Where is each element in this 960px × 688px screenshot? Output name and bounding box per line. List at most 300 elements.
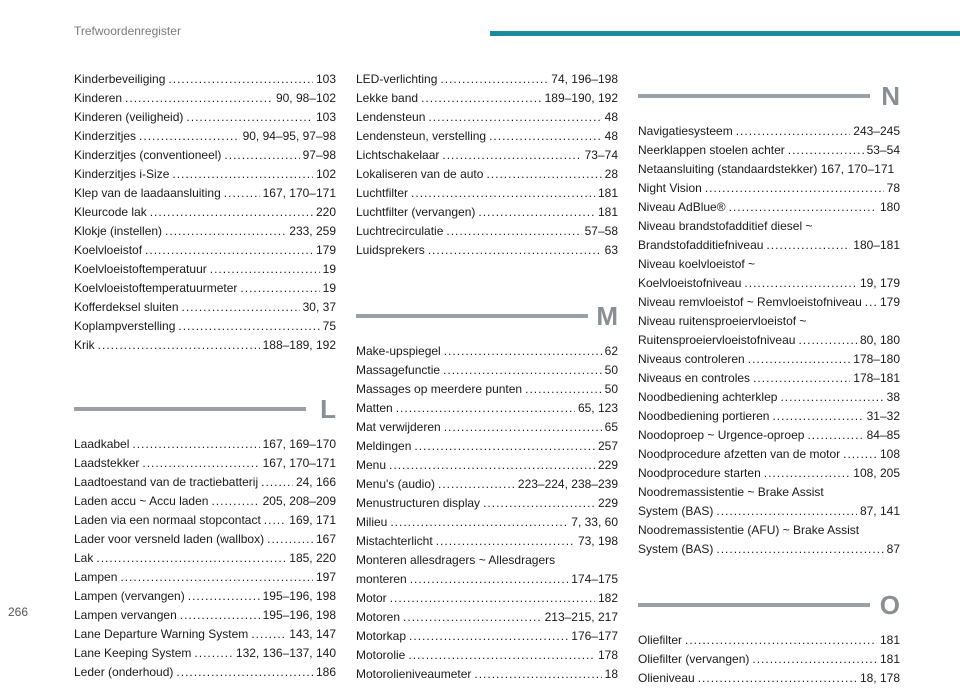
index-page-refs: 84–85 — [866, 428, 900, 442]
index-entry — [638, 407, 900, 426]
dot-leader — [764, 464, 851, 483]
entry-group — [356, 570, 618, 684]
index-entry — [638, 179, 900, 198]
index-entry — [638, 369, 900, 388]
dot-leader — [176, 663, 313, 682]
dot-leader — [251, 625, 286, 644]
dot-leader — [444, 342, 602, 361]
dot-leader — [716, 540, 883, 559]
dot-leader — [729, 198, 877, 217]
index-page-refs: 169, 171 — [289, 513, 336, 527]
index-entry — [638, 293, 900, 312]
index-term: Noodprocedure starten — [638, 466, 761, 480]
index-term: Laden accu ~ Accu laden — [74, 494, 209, 508]
section-header-m — [356, 286, 618, 332]
dot-leader — [240, 279, 319, 298]
dot-leader — [486, 165, 601, 184]
dot-leader — [744, 274, 857, 293]
index-entry — [356, 146, 618, 165]
index-entry — [356, 437, 618, 456]
entry-group — [638, 122, 900, 160]
index-entry — [74, 530, 336, 549]
section-header-o — [638, 575, 900, 621]
index-term: Kinderzitjes i-Size — [74, 167, 170, 181]
index-entry-text: Niveau ruitensproeiervloeistof ~ — [638, 314, 807, 328]
dot-leader — [168, 70, 313, 89]
index-term: Koplampverstelling — [74, 319, 176, 333]
index-term: Ruitensproeiervloeistofniveau — [638, 333, 796, 347]
index-page-refs: 182 — [597, 591, 618, 605]
index-entry — [74, 606, 336, 625]
dot-leader — [780, 388, 883, 407]
index-term: Koelvloeistoftemperatuur — [74, 262, 207, 276]
dot-leader — [865, 293, 877, 312]
dot-leader — [224, 146, 299, 165]
index-term: Oliefilter — [638, 633, 683, 647]
index-entry-text: Monteren allesdragers ~ Allesdragers — [356, 553, 556, 567]
index-page-refs: 90, 98–102 — [275, 91, 336, 105]
index-page-refs: 181 — [597, 186, 618, 200]
index-page-refs: 167 — [315, 532, 336, 546]
index-entry — [74, 625, 336, 644]
dot-leader — [444, 418, 602, 437]
index-entry — [74, 89, 336, 108]
index-page-refs: 132, 136–137, 140 — [235, 646, 336, 660]
dot-leader — [396, 399, 575, 418]
dot-leader — [428, 241, 602, 260]
dot-leader — [165, 222, 286, 241]
dot-leader — [267, 530, 313, 549]
index-term: Kinderzitjes — [74, 129, 137, 143]
index-page-refs: 179 — [879, 295, 900, 309]
index-entry — [74, 644, 336, 663]
index-entry — [74, 279, 336, 298]
index-entry — [638, 631, 900, 650]
index-entry — [74, 222, 336, 241]
dot-leader — [390, 589, 595, 608]
section-letter: N — [881, 81, 900, 111]
index-page-refs: 28 — [604, 167, 618, 181]
index-entry — [356, 494, 618, 513]
entry-group — [74, 70, 336, 355]
index-entry — [638, 445, 900, 464]
dot-leader — [685, 631, 877, 650]
index-term: Lichtschakelaar — [356, 148, 440, 162]
index-entry — [356, 399, 618, 418]
entry-group — [356, 70, 618, 260]
index-entry — [356, 475, 618, 494]
index-entry — [638, 122, 900, 141]
index-term: Motoren — [356, 610, 401, 624]
index-entry — [638, 650, 900, 669]
index-term: Navigatiesysteem — [638, 124, 733, 138]
index-page-refs: 181 — [597, 205, 618, 219]
index-page-refs: 50 — [604, 382, 618, 396]
running-header: Trefwoordenregister — [74, 24, 181, 38]
index-term: Lane Keeping System — [74, 646, 192, 660]
index-entry — [74, 317, 336, 336]
index-page-refs: 174–175 — [571, 572, 618, 586]
index-entry — [74, 549, 336, 568]
dot-leader — [142, 454, 259, 473]
index-entry — [74, 260, 336, 279]
index-entry — [356, 70, 618, 89]
dot-leader — [752, 650, 877, 669]
index-term: Motorolie — [356, 648, 406, 662]
dot-leader — [414, 437, 595, 456]
index-entry — [74, 663, 336, 682]
index-page-refs: 108, 205 — [853, 466, 900, 480]
index-term: System (BAS) — [638, 504, 714, 518]
index-page-refs: 30, 37 — [302, 300, 336, 314]
entry-group — [638, 540, 900, 559]
index-entry — [356, 570, 618, 589]
dot-leader — [186, 108, 313, 127]
dot-leader — [98, 336, 260, 355]
index-term: Oliefilter (vervangen) — [638, 652, 750, 666]
dot-leader — [125, 89, 273, 108]
index-term: Krik — [74, 338, 95, 352]
dot-leader — [211, 492, 259, 511]
index-term: Menu — [356, 458, 387, 472]
dot-leader — [736, 122, 851, 141]
dot-leader — [389, 456, 595, 475]
index-page-refs: 48 — [604, 110, 618, 124]
dot-leader — [753, 369, 850, 388]
index-page-refs: 18 — [604, 667, 618, 681]
dot-leader — [438, 475, 515, 494]
index-term: Koelvloeistof — [74, 243, 143, 257]
index-term: monteren — [356, 572, 407, 586]
index-page-refs: 48 — [604, 129, 618, 143]
index-page-refs: 167, 170–171 — [262, 456, 336, 470]
index-entry — [74, 473, 336, 492]
index-term: Niveau remvloeistof ~ Remvloeistofniveau — [638, 295, 862, 309]
index-page-refs: 213–215, 217 — [544, 610, 618, 624]
dot-leader — [525, 380, 602, 399]
dot-leader — [421, 89, 542, 108]
index-term: Meldingen — [356, 439, 412, 453]
index-entry — [638, 236, 900, 255]
dot-leader — [716, 502, 857, 521]
dot-leader — [182, 298, 300, 317]
index-term: Laden via een normaal stopcontact — [74, 513, 261, 527]
index-entry — [74, 298, 336, 317]
index-term: Olieniveau — [638, 671, 695, 685]
entry-group — [74, 435, 336, 682]
section-header-n — [638, 66, 900, 112]
index-term: Lendensteun, verstelling — [356, 129, 487, 143]
index-page-refs: 195–196, 198 — [262, 608, 336, 622]
index-term: Lader voor versneld laden (wallbox) — [74, 532, 265, 546]
index-entry — [638, 350, 900, 369]
index-page-refs: 176–177 — [571, 629, 618, 643]
index-term: Night Vision — [638, 181, 702, 195]
dot-leader — [120, 568, 313, 587]
dot-leader — [172, 165, 313, 184]
index-term: Matten — [356, 401, 393, 415]
index-entry — [356, 608, 618, 627]
index-entry — [356, 361, 618, 380]
index-entry — [356, 646, 618, 665]
index-entry — [74, 108, 336, 127]
index-page-refs: 185, 220 — [289, 551, 336, 565]
index-term: Lekke band — [356, 91, 419, 105]
index-entry — [74, 165, 336, 184]
index-entry — [638, 141, 900, 160]
index-page-refs: 63 — [604, 243, 618, 257]
index-term: Noodbediening achterklep — [638, 390, 778, 404]
index-term: Koelvloeistoftemperatuurmeter — [74, 281, 238, 295]
index-term: Kofferdeksel sluiten — [74, 300, 179, 314]
dot-leader — [96, 549, 286, 568]
index-term: Milieu — [356, 515, 388, 529]
index-term: Laadtoestand van de tractiebatterij — [74, 475, 259, 489]
dot-leader — [483, 494, 595, 513]
dot-leader — [403, 608, 542, 627]
index-term: Niveaus en controles — [638, 371, 751, 385]
index-entry — [638, 540, 900, 559]
dot-leader — [788, 141, 864, 160]
entry-group — [638, 274, 900, 312]
index-column-2 — [356, 70, 618, 684]
dot-leader — [411, 184, 595, 203]
index-entry — [74, 203, 336, 222]
index-page-refs: 18, 178 — [859, 671, 900, 685]
index-page-refs: 229 — [597, 496, 618, 510]
dot-leader — [807, 426, 863, 445]
entry-group — [356, 342, 618, 551]
section-letter: M — [596, 301, 618, 331]
index-page-refs: 87, 141 — [859, 504, 900, 518]
entry-group — [638, 179, 900, 217]
index-entry — [74, 511, 336, 530]
dot-leader — [188, 587, 260, 606]
header-accent-bar — [490, 31, 960, 36]
index-page-refs: 87 — [886, 542, 900, 556]
index-term: Koelvloeistofniveau — [638, 276, 742, 290]
index-term: Menu's (audio) — [356, 477, 435, 491]
index-term: Klokje (instellen) — [74, 224, 163, 238]
index-term: Kinderzitjes (conventioneel) — [74, 148, 222, 162]
index-term: Kinderen — [74, 91, 123, 105]
index-entry — [356, 165, 618, 184]
index-term: Lokaliseren van de auto — [356, 167, 484, 181]
dot-leader — [194, 644, 232, 663]
index-term: Luidsprekers — [356, 243, 425, 257]
index-entry — [74, 146, 336, 165]
index-term: Laadkabel — [74, 437, 130, 451]
index-page-refs: 179 — [315, 243, 336, 257]
dot-leader — [705, 179, 884, 198]
index-page-refs: 75 — [322, 319, 336, 333]
index-column-3 — [638, 70, 900, 688]
dot-leader — [139, 127, 240, 146]
dot-leader — [261, 473, 293, 492]
index-page-refs: 229 — [597, 458, 618, 472]
index-term: Mat verwijderen — [356, 420, 441, 434]
index-entry — [74, 70, 336, 89]
index-page-refs: 31–32 — [866, 409, 900, 423]
entry-group — [638, 236, 900, 255]
section-rule — [638, 94, 870, 98]
dot-leader — [798, 331, 857, 350]
index-entry — [74, 435, 336, 454]
index-page-refs: 19, 179 — [859, 276, 900, 290]
index-page-refs: 97–98 — [302, 148, 336, 162]
index-page-refs: 19 — [322, 262, 336, 276]
index-page-refs: 78 — [886, 181, 900, 195]
index-entry-text: Niveau brandstofadditief diesel ~ — [638, 219, 813, 233]
dot-leader — [440, 70, 548, 89]
dot-leader — [224, 184, 260, 203]
index-term: Lampen — [74, 570, 118, 584]
index-page-refs: 50 — [604, 363, 618, 377]
index-page-refs: 53–54 — [866, 143, 900, 157]
index-entry — [74, 127, 336, 146]
section-rule — [74, 407, 306, 411]
index-page-refs: 178–180 — [853, 352, 900, 366]
dot-leader — [132, 435, 259, 454]
page-number: 266 — [8, 605, 29, 619]
index-entry — [356, 627, 618, 646]
entry-group — [638, 331, 900, 483]
index-entry — [638, 502, 900, 521]
dot-leader — [408, 646, 595, 665]
index-page-refs: 108 — [879, 447, 900, 461]
index-entry — [356, 342, 618, 361]
index-entry — [638, 331, 900, 350]
index-entry — [356, 513, 618, 532]
index-entry — [356, 89, 618, 108]
index-page-refs: 7, 33, 60 — [571, 515, 618, 529]
index-term: Motorkap — [356, 629, 407, 643]
dot-leader — [478, 203, 595, 222]
dot-leader — [766, 236, 850, 255]
index-page-refs: 24, 166 — [295, 475, 336, 489]
index-term: LED-verlichting — [356, 72, 438, 86]
index-page-refs: 243–245 — [853, 124, 900, 138]
index-entry — [356, 456, 618, 475]
index-column-1 — [74, 70, 336, 682]
dot-leader — [698, 669, 857, 688]
index-page-refs: 65 — [604, 420, 618, 434]
index-page-refs: 103 — [315, 110, 336, 124]
index-term: Lampen vervangen — [74, 608, 177, 622]
index-entry — [356, 108, 618, 127]
index-page-refs: 38 — [886, 390, 900, 404]
index-term: Motor — [356, 591, 387, 605]
dot-leader — [178, 317, 319, 336]
index-term: Motorolieniveaumeter — [356, 667, 472, 681]
index-page-refs: 65, 123 — [577, 401, 618, 415]
index-entry-text: Noodremassistentie ~ Brake Assist — [638, 485, 824, 499]
index-page-refs: 167, 170–171 — [262, 186, 336, 200]
index-page-refs: 103 — [315, 72, 336, 86]
index-entry — [74, 454, 336, 473]
index-entry — [356, 665, 618, 684]
index-entry — [74, 587, 336, 606]
index-page-refs: 73–74 — [584, 148, 618, 162]
dot-leader — [436, 532, 575, 551]
dot-leader — [446, 222, 581, 241]
index-page-refs: 186 — [315, 665, 336, 679]
index-term: Noodbediening portieren — [638, 409, 770, 423]
index-entry — [356, 222, 618, 241]
index-term: Kinderen (veiligheid) — [74, 110, 184, 124]
index-entry — [356, 380, 618, 399]
index-entry — [74, 492, 336, 511]
index-page-refs: 220 — [315, 205, 336, 219]
section-letter: O — [879, 590, 900, 620]
index-entry — [356, 203, 618, 222]
index-term: Noodoproep ~ Urgence-oproep — [638, 428, 805, 442]
index-page-refs: 223–224, 238–239 — [517, 477, 618, 491]
dot-leader — [180, 606, 260, 625]
index-term: Klep van de laadaansluiting — [74, 186, 221, 200]
index-entry — [356, 184, 618, 203]
dot-leader — [748, 350, 851, 369]
dot-leader — [442, 146, 581, 165]
section-rule — [638, 603, 870, 607]
index-page-refs: 167, 169–170 — [262, 437, 336, 451]
index-entry — [356, 127, 618, 146]
index-page-refs: 180–181 — [853, 238, 900, 252]
index-term: Noodprocedure afzetten van de motor — [638, 447, 841, 461]
dot-leader — [428, 108, 601, 127]
index-term: Neerklappen stoelen achter — [638, 143, 785, 157]
index-entry — [74, 241, 336, 260]
index-term: Kinderbeveiliging — [74, 72, 166, 86]
index-term: Menustructuren display — [356, 496, 481, 510]
dot-leader — [443, 361, 602, 380]
index-entry — [356, 241, 618, 260]
index-entry — [74, 336, 336, 355]
index-entry — [356, 589, 618, 608]
index-page-refs: 181 — [879, 652, 900, 666]
index-entry — [638, 669, 900, 688]
index-term: Kleurcode lak — [74, 205, 147, 219]
index-page-refs: 178–181 — [853, 371, 900, 385]
entry-group — [638, 502, 900, 521]
index-term: System (BAS) — [638, 542, 714, 556]
index-term: Mistachterlicht — [356, 534, 433, 548]
index-term: Lampen (vervangen) — [74, 589, 185, 603]
index-page-refs: 180 — [879, 200, 900, 214]
section-header-l — [74, 379, 336, 425]
dot-leader — [264, 511, 286, 530]
index-page-refs: 73, 198 — [577, 534, 618, 548]
index-entry-text: Niveau koelvloeistof ~ — [638, 257, 756, 271]
index-term: Niveau AdBlue® — [638, 200, 726, 214]
index-term: Lendensteun — [356, 110, 426, 124]
index-term: Brandstofadditiefniveau — [638, 238, 764, 252]
index-term: Niveaus controleren — [638, 352, 745, 366]
dot-leader — [772, 407, 863, 426]
index-page-refs: 90, 94–95, 97–98 — [242, 129, 336, 143]
index-entry-text: Netaansluiting (standaardstekker) 167, 170–171 — [638, 162, 895, 176]
index-term: Massages op meerdere punten — [356, 382, 523, 396]
index-page-refs: 19 — [322, 281, 336, 295]
index-term: Lane Departure Warning System — [74, 627, 249, 641]
index-term: Luchtfilter — [356, 186, 409, 200]
section-letter: L — [320, 394, 336, 424]
index-page-refs: 205, 208–209 — [262, 494, 336, 508]
index-entry — [638, 388, 900, 407]
index-entry-text: Noodremassistentie (AFU) ~ Brake Assist — [638, 523, 860, 537]
index-entry — [638, 426, 900, 445]
index-term: Massagefunctie — [356, 363, 441, 377]
